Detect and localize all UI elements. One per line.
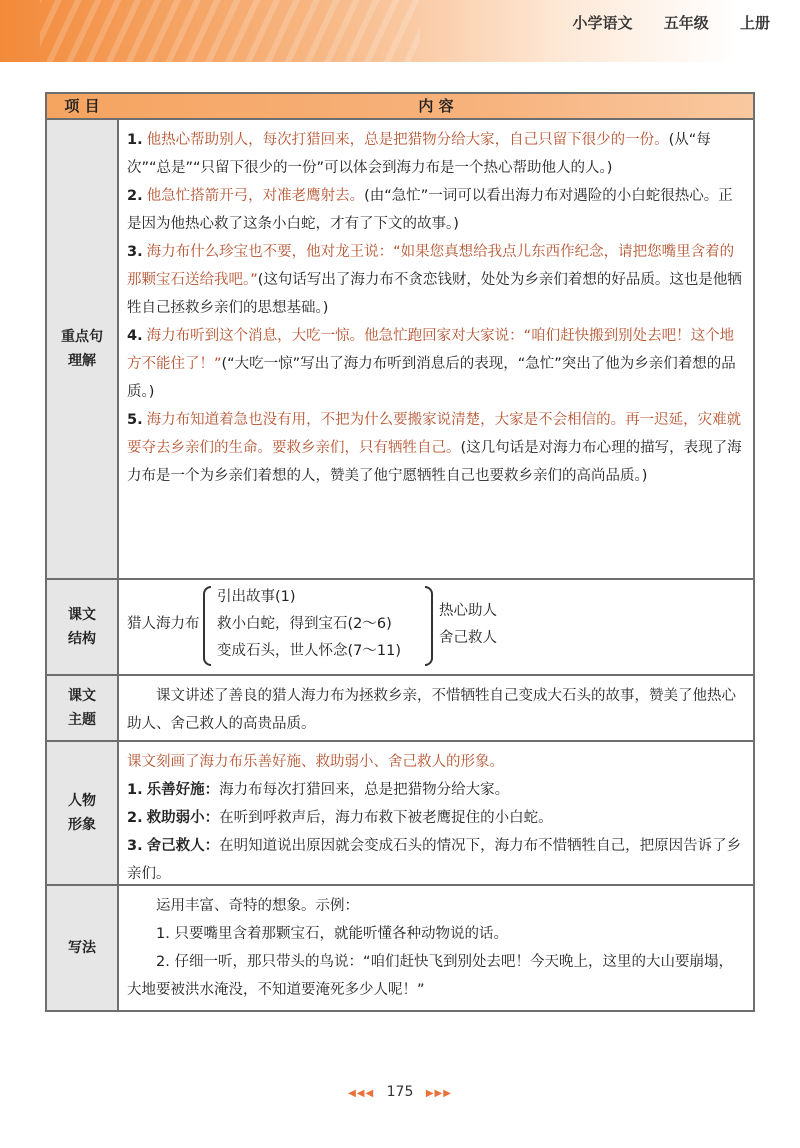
row-label: 人物 形象: [47, 742, 117, 884]
header-content: 内 容: [418, 97, 454, 115]
row-label: 课文 结构: [47, 580, 117, 674]
theme-content: [127, 682, 743, 738]
decorative-stripes: [40, 0, 420, 62]
grade-label: 五年级: [663, 14, 709, 32]
volume-label: 上册: [739, 14, 770, 32]
structure-results: [439, 598, 497, 652]
structure-result: 舍己救人: [439, 630, 497, 646]
structure-root: 猎人海力布: [127, 616, 200, 632]
list-item: 1. 他热心帮助别人，每次打猎回来，总是把猎物分给大家，自己只留下很少的一份。(从“每次”“总是”“只留下很少的一份”可以体会到海力布是一个热心帮助他人的人。): [127, 132, 711, 176]
character-content: [127, 748, 743, 888]
character-intro: 课文刻画了海力布乐善好施、救助弱小、舍己救人的形象。: [127, 754, 504, 770]
header-band: [0, 0, 800, 62]
list-item: 1. 乐善好施：海力布每次打猎回来，总是把猎物分给大家。: [127, 782, 510, 798]
row-key-sentences: [47, 120, 753, 580]
left-brace: [203, 586, 211, 666]
left-arrows-icon: ◀◀◀: [348, 1088, 375, 1099]
list-item: 2. 仔细一听，那只带头的鸟说：“咱们赶快飞到别处去吧！今天晚上，这里的大山要崩塌，大地要被洪水淹没，不知道要淹死多少人呢！”: [127, 954, 733, 998]
list-item: 3. 舍己救人：在明知道说出原因就会变成石头的情况下，海力布不惜牺牲自己，把原因告诉了乡亲们。: [127, 838, 742, 882]
header-item: 项 目: [64, 97, 100, 115]
structure-item: 引出故事(1): [217, 589, 296, 605]
list-item: 2. 救助弱小：在听到呼救声后，海力布救下被老鹰捉住的小白蛇。: [127, 810, 553, 826]
key-sentences-content: [127, 126, 743, 490]
writing-intro: 运用丰富、奇特的想象。示例：: [156, 898, 359, 914]
list-item: 1. 只要嘴里含着那颗宝石，就能听懂各种动物说的话。: [156, 926, 508, 942]
page-number: 175: [386, 1084, 414, 1100]
row-label: 课文 主题: [47, 676, 117, 740]
theme-text: 课文讲述了善良的猎人海力布为拯救乡亲，不惜牺牲自己变成大石头的故事，赞美了他热心助人、舍己救人的高贵品质。: [127, 688, 736, 732]
row-character: [47, 742, 753, 886]
structure-items: [217, 584, 401, 665]
structure-item: 变成石头，世人怀念(7～11): [217, 643, 401, 659]
right-arrows-icon: ▶▶▶: [425, 1088, 452, 1099]
row-label: 写法: [47, 886, 117, 1010]
row-label: 重点句 理解: [47, 120, 117, 578]
row-theme: [47, 676, 753, 742]
structure-diagram: [127, 584, 743, 668]
list-item: 2. 他急忙搭箭开弓，对准老鹰射去。(由“急忙”一词可以看出海力布对遇险的小白蛇很热心。正是因为他热心救了这条小白蛇，才有了下文的故事。): [127, 188, 733, 232]
table-header: [47, 94, 753, 120]
right-brace: [425, 586, 433, 666]
structure-result: 热心助人: [439, 603, 497, 619]
list-item: 4. 海力布听到这个消息，大吃一惊。他急忙跑回家对大家说：“咱们赶快搬到别处去吧！这个地方不能住了！”(“大吃一惊”写出了海力布听到消息后的表现，“急忙”突出了他为乡亲们着想的品质。): [127, 328, 736, 400]
subject-label: 小学语文: [572, 14, 633, 32]
list-item: 3. 海力布什么珍宝也不要，他对龙王说：“如果您真想给我点儿东西作纪念，请把您嘴里含着的那颗宝石送给我吧。”(这句话写出了海力布不贪恋钱财，处处为乡亲们着想的好品质。这也是他牺牲自己拯救乡亲们的思想基础。): [127, 244, 742, 316]
row-structure: [47, 580, 753, 676]
writing-content: [127, 892, 743, 1004]
page-footer: [0, 1084, 800, 1100]
book-info: [572, 12, 770, 33]
structure-item: 救小白蛇，得到宝石(2～6): [217, 616, 392, 632]
list-item: 5. 海力布知道着急也没有用，不把为什么要搬家说清楚，大家是不会相信的。再一迟延，灾难就要夺去乡亲们的生命。要救乡亲们，只有牺牲自己。(这几句话是对海力布心理的描写，表现了海力布是一个为乡亲们着想的人，赞美了他宁愿牺牲自己也要救乡亲们的高尚品质。): [127, 412, 742, 484]
study-table: [45, 92, 755, 1012]
row-writing: [47, 886, 753, 1010]
